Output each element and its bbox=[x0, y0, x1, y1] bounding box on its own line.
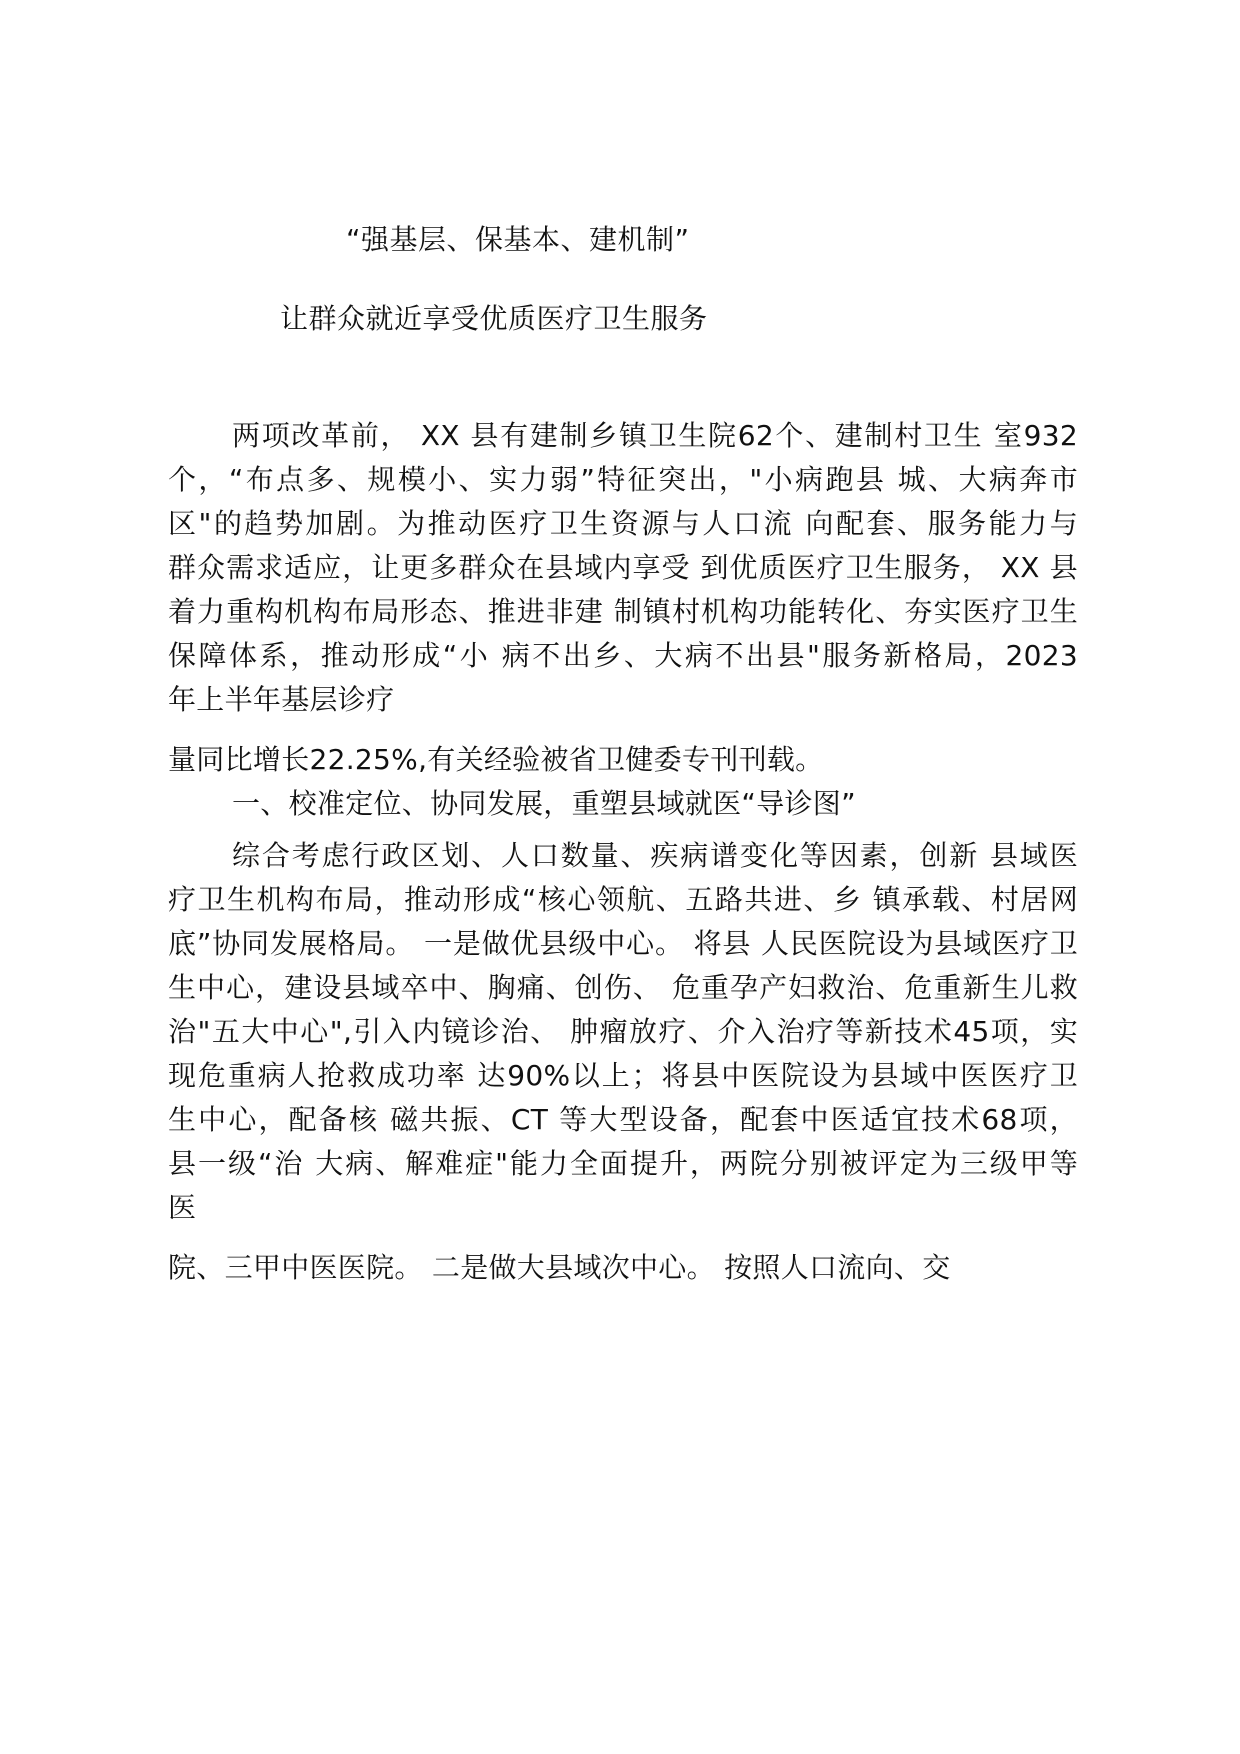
intro-line: 个，“布点多、规模小、实力弱”特征突出，"小病跑县 城、大病奔市 bbox=[168, 463, 1078, 496]
doc-title-line-2: 让群众就近享受优质医疗卫生服务 bbox=[280, 302, 708, 335]
section-line: 疗卫生机构布局，推动形成“核心领航、五路共进、乡 镇承载、村居网 bbox=[168, 883, 1078, 916]
section-continuation: 院、三甲中医医院。 二是做大县域次中心。 按照人口流向、交 bbox=[168, 1251, 951, 1284]
section-line: 生中心，建设县域卒中、胸痛、创伤、 危重孕产妇救治、危重新生儿救 bbox=[168, 971, 1078, 1004]
intro-line: 两项改革前， XX 县有建制乡镇卫生院62个、建制村卫生 室932 bbox=[232, 419, 1078, 452]
section-line: 综合考虑行政区划、人口数量、疾病谱变化等因素，创新 县域医 bbox=[232, 839, 1078, 872]
intro-continuation: 量同比增长22.25%,有关经验被省卫健委专刊刊载。 bbox=[168, 743, 824, 776]
section-line: 现危重病人抢救成功率 达90%以上；将县中医院设为县域中医医疗卫 bbox=[168, 1059, 1078, 1092]
section-line: 生中心，配备核 磁共振、CT 等大型设备，配套中医适宜技术68项， bbox=[168, 1103, 1078, 1136]
intro-line: 群众需求适应，让更多群众在县域内享受 到优质医疗卫生服务， XX 县 bbox=[168, 551, 1078, 584]
intro-line: 年上半年基层诊疗 bbox=[168, 683, 395, 716]
intro-line: 保障体系，推动形成“小 病不出乡、大病不出县"服务新格局，2023 bbox=[168, 639, 1078, 672]
doc-title-line-1: “强基层、保基本、建机制” bbox=[346, 223, 690, 256]
section-line: 底”协同发展格局。 一是做优县级中心。 将县 人民医院设为县域医疗卫 bbox=[168, 927, 1078, 960]
section-line: 治"五大中心",引入内镜诊治、 肿瘤放疗、介入治疗等新技术45项，实 bbox=[168, 1015, 1078, 1048]
section-line: 医 bbox=[168, 1191, 197, 1224]
section-heading: 一、校准定位、协同发展，重塑县域就医“导诊图” bbox=[232, 787, 856, 820]
intro-line: 区"的趋势加剧。为推动医疗卫生资源与人口流 向配套、服务能力与 bbox=[168, 507, 1078, 540]
section-line: 县一级“治 大病、解难症"能力全面提升，两院分别被评定为三级甲等 bbox=[168, 1147, 1078, 1180]
intro-line: 着力重构机构布局形态、推进非建 制镇村机构功能转化、夯实医疗卫生 bbox=[168, 595, 1078, 628]
